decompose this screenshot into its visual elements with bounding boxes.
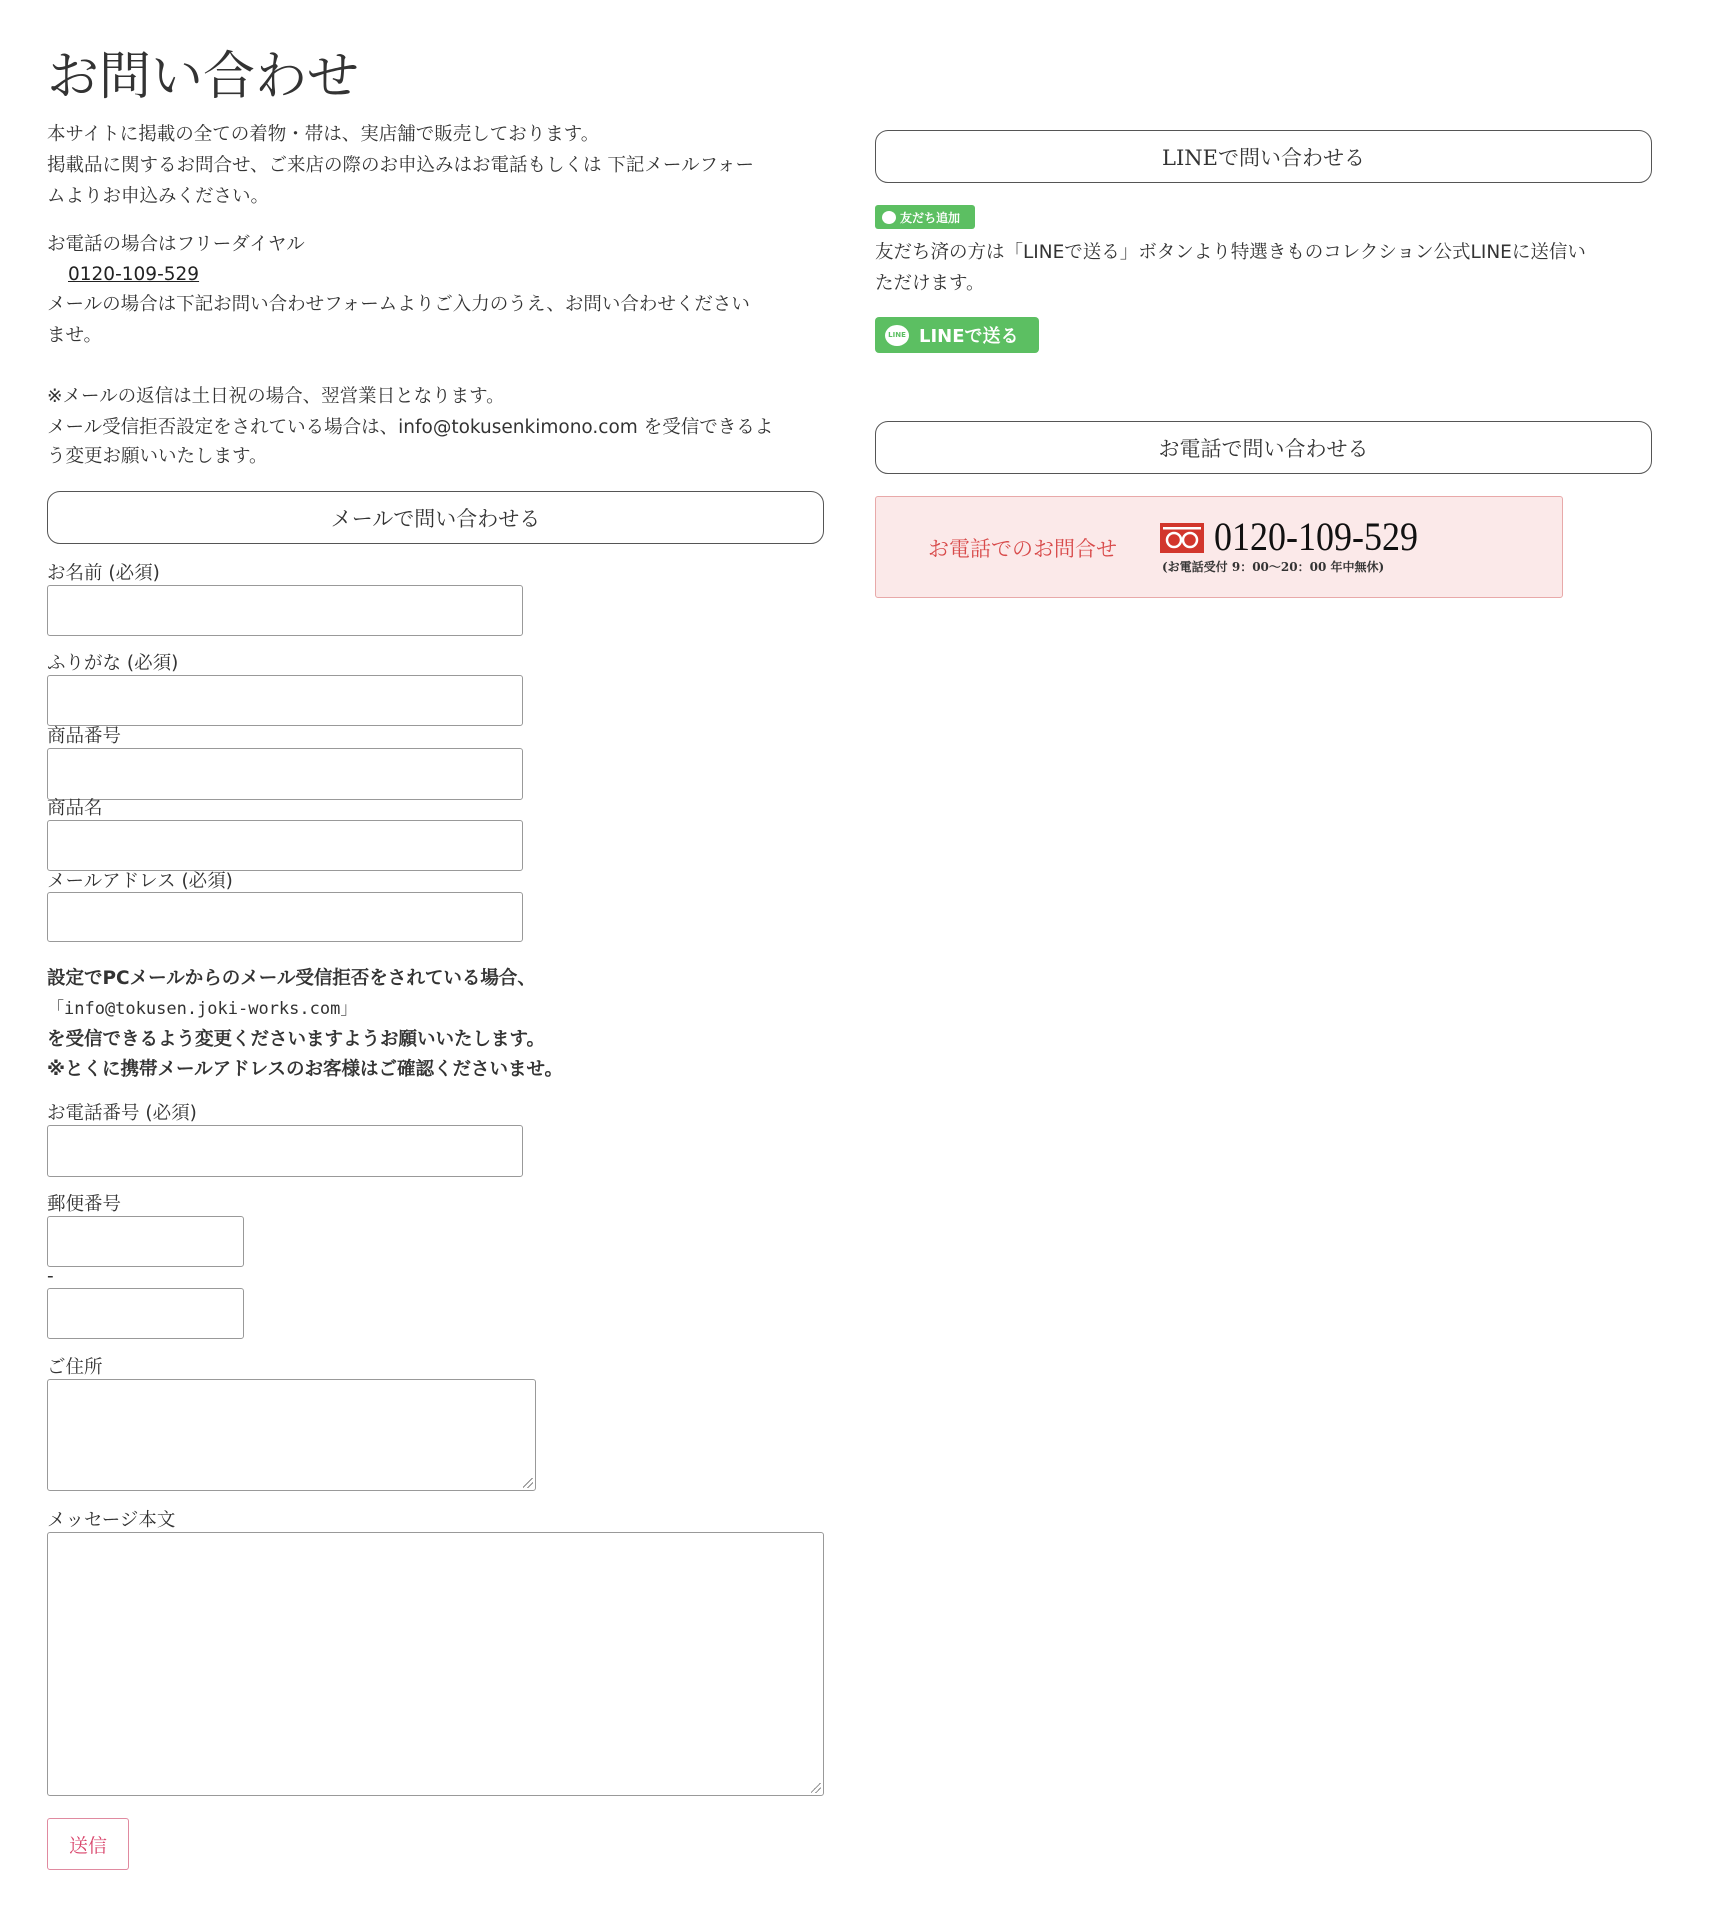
note-line: ※メールの返信は土日祝の場合、翌営業日となります。 — [47, 386, 505, 407]
phone-intro: お電話の場合はフリーダイヤル — [47, 234, 305, 255]
notice-line: ※とくに携帯メールアドレスのお客様はご確認くださいませ。 — [47, 1059, 564, 1080]
phone-banner[interactable] — [875, 496, 1563, 598]
phone-banner-hours: (お電話受付 9：00～20：00 年中無休) — [1162, 560, 1385, 574]
address-textarea[interactable] — [47, 1379, 536, 1491]
add-friend-badge[interactable] — [875, 205, 975, 229]
furigana-label: ふりがな (必須) — [47, 653, 179, 674]
phone-label: お電話番号 (必須) — [47, 1103, 197, 1124]
line-logo-icon: LINE — [885, 325, 909, 346]
notice-line: 設定でPCメールからのメール受信拒否をされている場合、 — [47, 968, 536, 989]
phone-inquiry-button[interactable]: お電話で問い合わせる — [875, 421, 1652, 474]
product-name-input[interactable] — [47, 820, 523, 871]
intro-line: 掲載品に関するお問合せ、ご来店の際のお申込みはお電話もしくは 下記メールフォー — [47, 155, 755, 176]
postal-separator: - — [47, 1266, 54, 1287]
resize-handle-icon[interactable] — [811, 1783, 821, 1793]
submit-button[interactable]: 送信 — [47, 1818, 129, 1870]
line-send-label: LINEで送る — [919, 326, 1019, 347]
freedial-icon — [1160, 523, 1204, 553]
name-label: お名前 (必須) — [47, 563, 160, 584]
line-logo-icon — [882, 211, 896, 224]
note-line: メール受信拒否設定をされている場合は、info@tokusenkimono.com を受信できるよ — [47, 417, 774, 438]
mail-line: メールの場合は下記お問い合わせフォームよりご入力のうえ、お問い合わせください — [47, 294, 750, 315]
add-friend-label: 友だち追加 — [900, 210, 961, 225]
line-inquiry-button[interactable]: LINEで問い合わせる — [875, 130, 1652, 183]
notice-line: を受信できるよう変更くださいますようお願いいたします。 — [47, 1029, 546, 1050]
postal-code-second-input[interactable] — [47, 1288, 244, 1339]
line-description: ただけます。 — [875, 273, 985, 294]
intro-line: ムよりお申込みください。 — [47, 186, 270, 207]
furigana-input[interactable] — [47, 675, 523, 726]
product-no-label: 商品番号 — [47, 726, 122, 747]
phone-input[interactable] — [47, 1125, 523, 1177]
phone-banner-label: お電話でのお問合せ — [928, 537, 1117, 561]
notice-email: 「info@tokusen.joki-works.com」 — [47, 999, 358, 1019]
note-line: う変更お願いいたします。 — [47, 446, 268, 467]
intro-line: 本サイトに掲載の全ての着物・帯は、実店舗で販売しております。 — [47, 124, 600, 145]
name-input[interactable] — [47, 585, 523, 636]
phone-link[interactable]: 0120-109-529 — [68, 264, 200, 285]
email-input[interactable] — [47, 892, 523, 942]
postal-code-first-input[interactable] — [47, 1216, 244, 1267]
message-textarea[interactable] — [47, 1532, 824, 1796]
mail-inquiry-button[interactable]: メールで問い合わせる — [47, 491, 824, 544]
phone-banner-number: 0120-109-529 — [1214, 514, 1418, 559]
product-name-label: 商品名 — [47, 798, 103, 819]
mail-line: ませ。 — [47, 325, 102, 346]
email-label: メールアドレス (必須) — [47, 871, 233, 892]
line-description: 友だち済の方は「LINEで送る」ボタンより特選きものコレクション公式LINEに送信い — [875, 242, 1586, 263]
postal-label: 郵便番号 — [47, 1194, 122, 1215]
product-no-input[interactable] — [47, 748, 523, 800]
page-title: お問い合わせ — [47, 47, 360, 107]
line-send-button[interactable] — [875, 317, 1039, 353]
resize-handle-icon[interactable] — [523, 1478, 533, 1488]
message-label: メッセージ本文 — [47, 1510, 176, 1531]
address-label: ご住所 — [47, 1357, 103, 1378]
